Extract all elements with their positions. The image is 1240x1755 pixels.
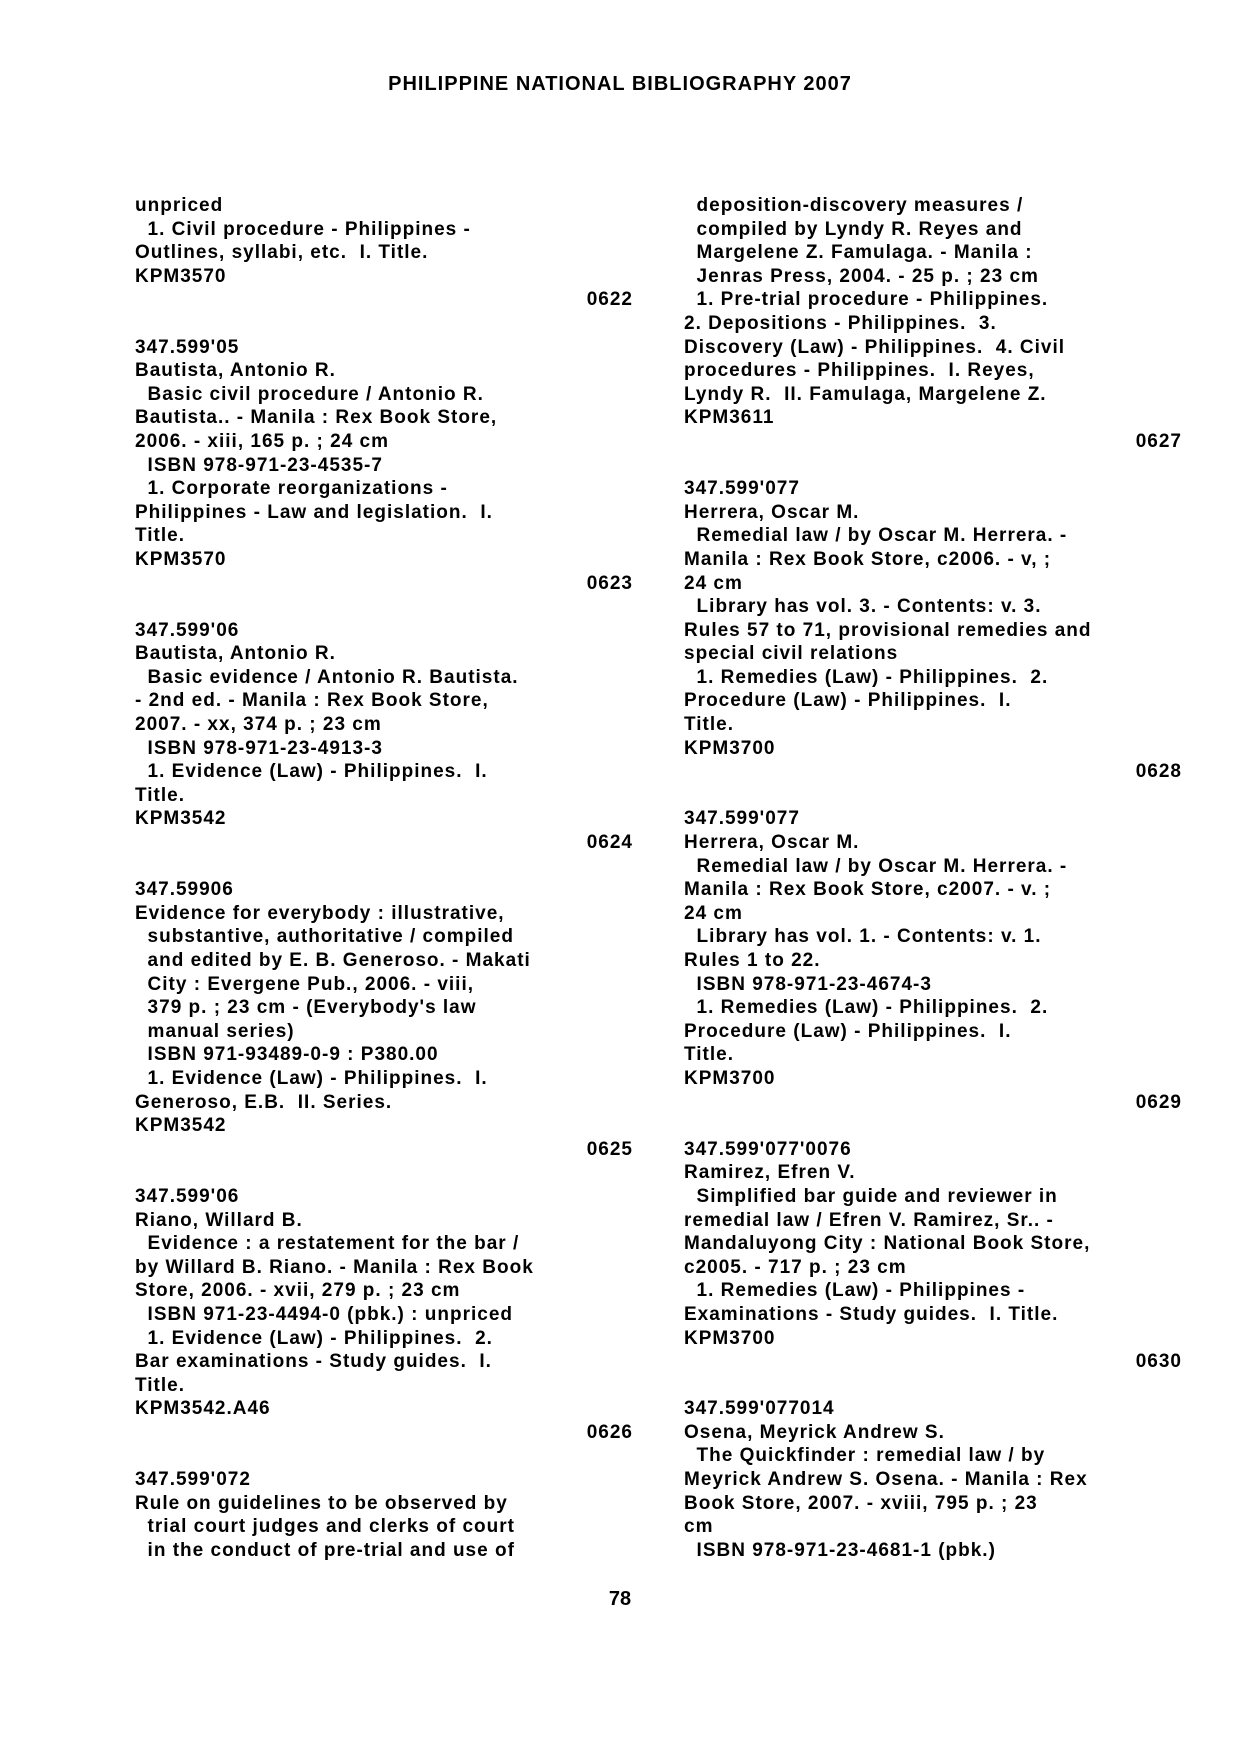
spacer	[684, 454, 1182, 478]
text-line: KPM3542.A46	[135, 1398, 271, 1420]
text-line: KPM3700	[684, 1327, 776, 1349]
text-line: compiled by Lyndy R. Reyes and	[684, 218, 1023, 240]
spacer	[135, 312, 633, 336]
entry-number: 0626	[586, 1421, 633, 1443]
text-line: ISBN 978-971-23-4535-7	[135, 454, 383, 476]
text-line: Philippines - Law and legislation. I.	[135, 501, 493, 523]
left-column	[135, 194, 633, 1562]
text-line: 347.599'077	[684, 478, 800, 500]
page-header: PHILIPPINE NATIONAL BIBLIOGRAPHY 2007	[388, 73, 852, 95]
text-line: Rules 57 to 71, provisional remedies and	[684, 619, 1092, 641]
text-line: by Willard B. Riano. - Manila : Rex Book	[135, 1256, 534, 1278]
text-line: Title.	[684, 1044, 734, 1066]
spacer	[135, 595, 633, 619]
text-line: deposition-discovery measures /	[684, 195, 1024, 216]
text-line: Remedial law / by Oscar M. Herrera. -	[684, 855, 1068, 877]
text-line: Manila : Rex Book Store, c2007. - v. ;	[684, 879, 1052, 901]
text-line: Procedure (Law) - Philippines. I.	[684, 690, 1012, 712]
text-line: 2006. - xiii, 165 p. ; 24 cm	[135, 430, 390, 452]
text-line: Rules 1 to 22.	[684, 950, 821, 971]
text-line: Examinations - Study guides. I. Title.	[684, 1303, 1059, 1325]
text-line: Herrera, Oscar M.	[684, 501, 860, 523]
text-line: Rule on guidelines to be observed by	[135, 1492, 508, 1514]
text-line: procedures - Philippines. I. Reyes,	[684, 360, 1035, 382]
text-line: Bar examinations - Study guides. I.	[135, 1351, 492, 1373]
text-line: 379 p. ; 23 cm - (Everybody's law	[135, 997, 477, 1019]
entry-number: 0627	[1135, 430, 1182, 452]
text-line: Library has vol. 3. - Contents: v. 3.	[684, 596, 1042, 618]
text-line: Title.	[135, 784, 185, 806]
text-line: 1. Corporate reorganizations -	[135, 478, 448, 500]
text-line: Osena, Meyrick Andrew S.	[684, 1421, 945, 1443]
text-line: Margelene Z. Famulaga. - Manila :	[684, 242, 1033, 264]
text-line: Evidence for everybody : illustrative,	[135, 902, 505, 924]
text-line: Generoso, E.B. II. Series.	[135, 1091, 393, 1113]
text-line: - 2nd ed. - Manila : Rex Book Store,	[135, 690, 489, 712]
text-line: unpriced	[135, 195, 224, 216]
spacer	[135, 1444, 633, 1468]
text-line: Title.	[684, 714, 734, 736]
text-line: Mandaluyong City : National Book Store,	[684, 1233, 1091, 1255]
text-line: Basic evidence / Antonio R. Bautista.	[135, 666, 519, 688]
right-column	[684, 194, 1182, 1562]
text-line: in the conduct of pre-trial and use of	[135, 1539, 515, 1561]
entry-number: 0623	[586, 572, 633, 594]
entry-number: 0630	[1135, 1351, 1182, 1373]
text-line: Manila : Rex Book Store, c2006. - v, ;	[684, 548, 1052, 570]
text-line: KPM3570	[135, 265, 227, 287]
text-line: Library has vol. 1. - Contents: v. 1.	[684, 926, 1042, 948]
entry-number: 0628	[1135, 761, 1182, 783]
text-line: Book Store, 2007. - xviii, 795 p. ; 23	[684, 1492, 1038, 1514]
text-line: manual series)	[135, 1020, 295, 1042]
text-line: ISBN 978-971-23-4913-3	[135, 737, 383, 759]
spacer	[135, 855, 633, 879]
text-line: 2. Depositions - Philippines. 3.	[684, 312, 997, 334]
spacer	[684, 1374, 1182, 1398]
text-line: KPM3700	[684, 737, 776, 759]
text-line: 1. Remedies (Law) - Philippines. 2.	[684, 666, 1049, 688]
text-line: Lyndy R. II. Famulaga, Margelene Z.	[684, 383, 1047, 405]
text-line: Discovery (Law) - Philippines. 4. Civil	[684, 336, 1066, 358]
text-line: c2005. - 717 p. ; 23 cm	[684, 1256, 907, 1278]
spacer	[684, 1114, 1182, 1138]
text-line: KPM3611	[684, 407, 775, 429]
text-line: special civil relations	[684, 643, 899, 665]
text-line: 1. Remedies (Law) - Philippines -	[684, 1280, 1026, 1302]
text-line: 1. Remedies (Law) - Philippines. 2.	[684, 997, 1049, 1019]
text-line: remedial law / Efren V. Ramirez, Sr.. -	[684, 1209, 1054, 1231]
entry-number: 0622	[586, 289, 633, 311]
entry-number: 0625	[586, 1138, 633, 1160]
text-line: Herrera, Oscar M.	[684, 832, 860, 854]
text-line: 347.599'06	[135, 619, 240, 641]
text-line: ISBN 971-23-4494-0 (pbk.) : unpriced	[135, 1303, 513, 1325]
text-line: 347.599'077014	[684, 1398, 835, 1420]
text-line: Remedial law / by Oscar M. Herrera. -	[684, 525, 1068, 547]
text-line: 1. Civil procedure - Philippines -	[135, 218, 471, 240]
entry-number: 0624	[586, 832, 633, 854]
text-line: ISBN 978-971-23-4674-3	[684, 973, 932, 995]
text-line: 347.599'05	[135, 336, 240, 358]
text-line: Title.	[135, 525, 185, 547]
text-line: 347.599'077	[684, 808, 800, 830]
text-line: 347.599'06	[135, 1185, 240, 1207]
page-number: 78	[608, 1588, 632, 1610]
text-line: Ramirez, Efren V.	[684, 1162, 856, 1184]
text-line: Simplified bar guide and reviewer in	[684, 1185, 1058, 1207]
text-line: ISBN 978-971-23-4681-1 (pbk.)	[684, 1539, 996, 1561]
text-line: KPM3700	[684, 1067, 776, 1089]
spacer	[135, 1161, 633, 1185]
text-line: Riano, Willard B.	[135, 1209, 303, 1231]
text-line: 347.59906	[135, 879, 234, 901]
text-line: 347.599'077'0076	[684, 1138, 852, 1160]
text-line: 24 cm	[684, 902, 743, 924]
text-line: 24 cm	[684, 572, 743, 594]
text-line: cm	[684, 1516, 714, 1538]
spacer	[684, 784, 1182, 808]
text-line: KPM3542	[135, 808, 227, 830]
text-line: Meyrick Andrew S. Osena. - Manila : Rex	[684, 1469, 1088, 1491]
text-line: 1. Pre-trial procedure - Philippines.	[684, 289, 1049, 311]
text-line: trial court judges and clerks of court	[135, 1516, 515, 1538]
text-line: KPM3570	[135, 548, 227, 570]
text-line: Basic civil procedure / Antonio R.	[135, 383, 484, 405]
text-line: 1. Evidence (Law) - Philippines. I.	[135, 761, 488, 783]
text-line: 1. Evidence (Law) - Philippines. I.	[135, 1067, 488, 1089]
text-line: substantive, authoritative / compiled	[135, 926, 514, 948]
text-line: and edited by E. B. Generoso. - Makati	[135, 950, 531, 971]
text-line: 347.599'072	[135, 1469, 251, 1491]
text-line: Outlines, syllabi, etc. I. Title.	[135, 242, 429, 264]
text-line: Procedure (Law) - Philippines. I.	[684, 1020, 1012, 1042]
text-line: Title.	[135, 1374, 185, 1396]
text-line: Store, 2006. - xvii, 279 p. ; 23 cm	[135, 1280, 461, 1302]
text-line: Bautista.. - Manila : Rex Book Store,	[135, 407, 498, 429]
entry-number: 0629	[1135, 1091, 1182, 1113]
text-line: Bautista, Antonio R.	[135, 360, 336, 382]
text-line: ISBN 971-93489-0-9 : P380.00	[135, 1044, 439, 1066]
text-line: KPM3542	[135, 1115, 227, 1137]
text-line: Jenras Press, 2004. - 25 p. ; 23 cm	[684, 265, 1039, 287]
text-line: The Quickfinder : remedial law / by	[684, 1445, 1046, 1467]
text-line: Evidence : a restatement for the bar /	[135, 1233, 520, 1255]
text-line: Bautista, Antonio R.	[135, 643, 336, 665]
text-line: 2007. - xx, 374 p. ; 23 cm	[135, 714, 382, 736]
text-line: 1. Evidence (Law) - Philippines. 2.	[135, 1327, 493, 1349]
text-line: City : Evergene Pub., 2006. - viii,	[135, 973, 474, 995]
